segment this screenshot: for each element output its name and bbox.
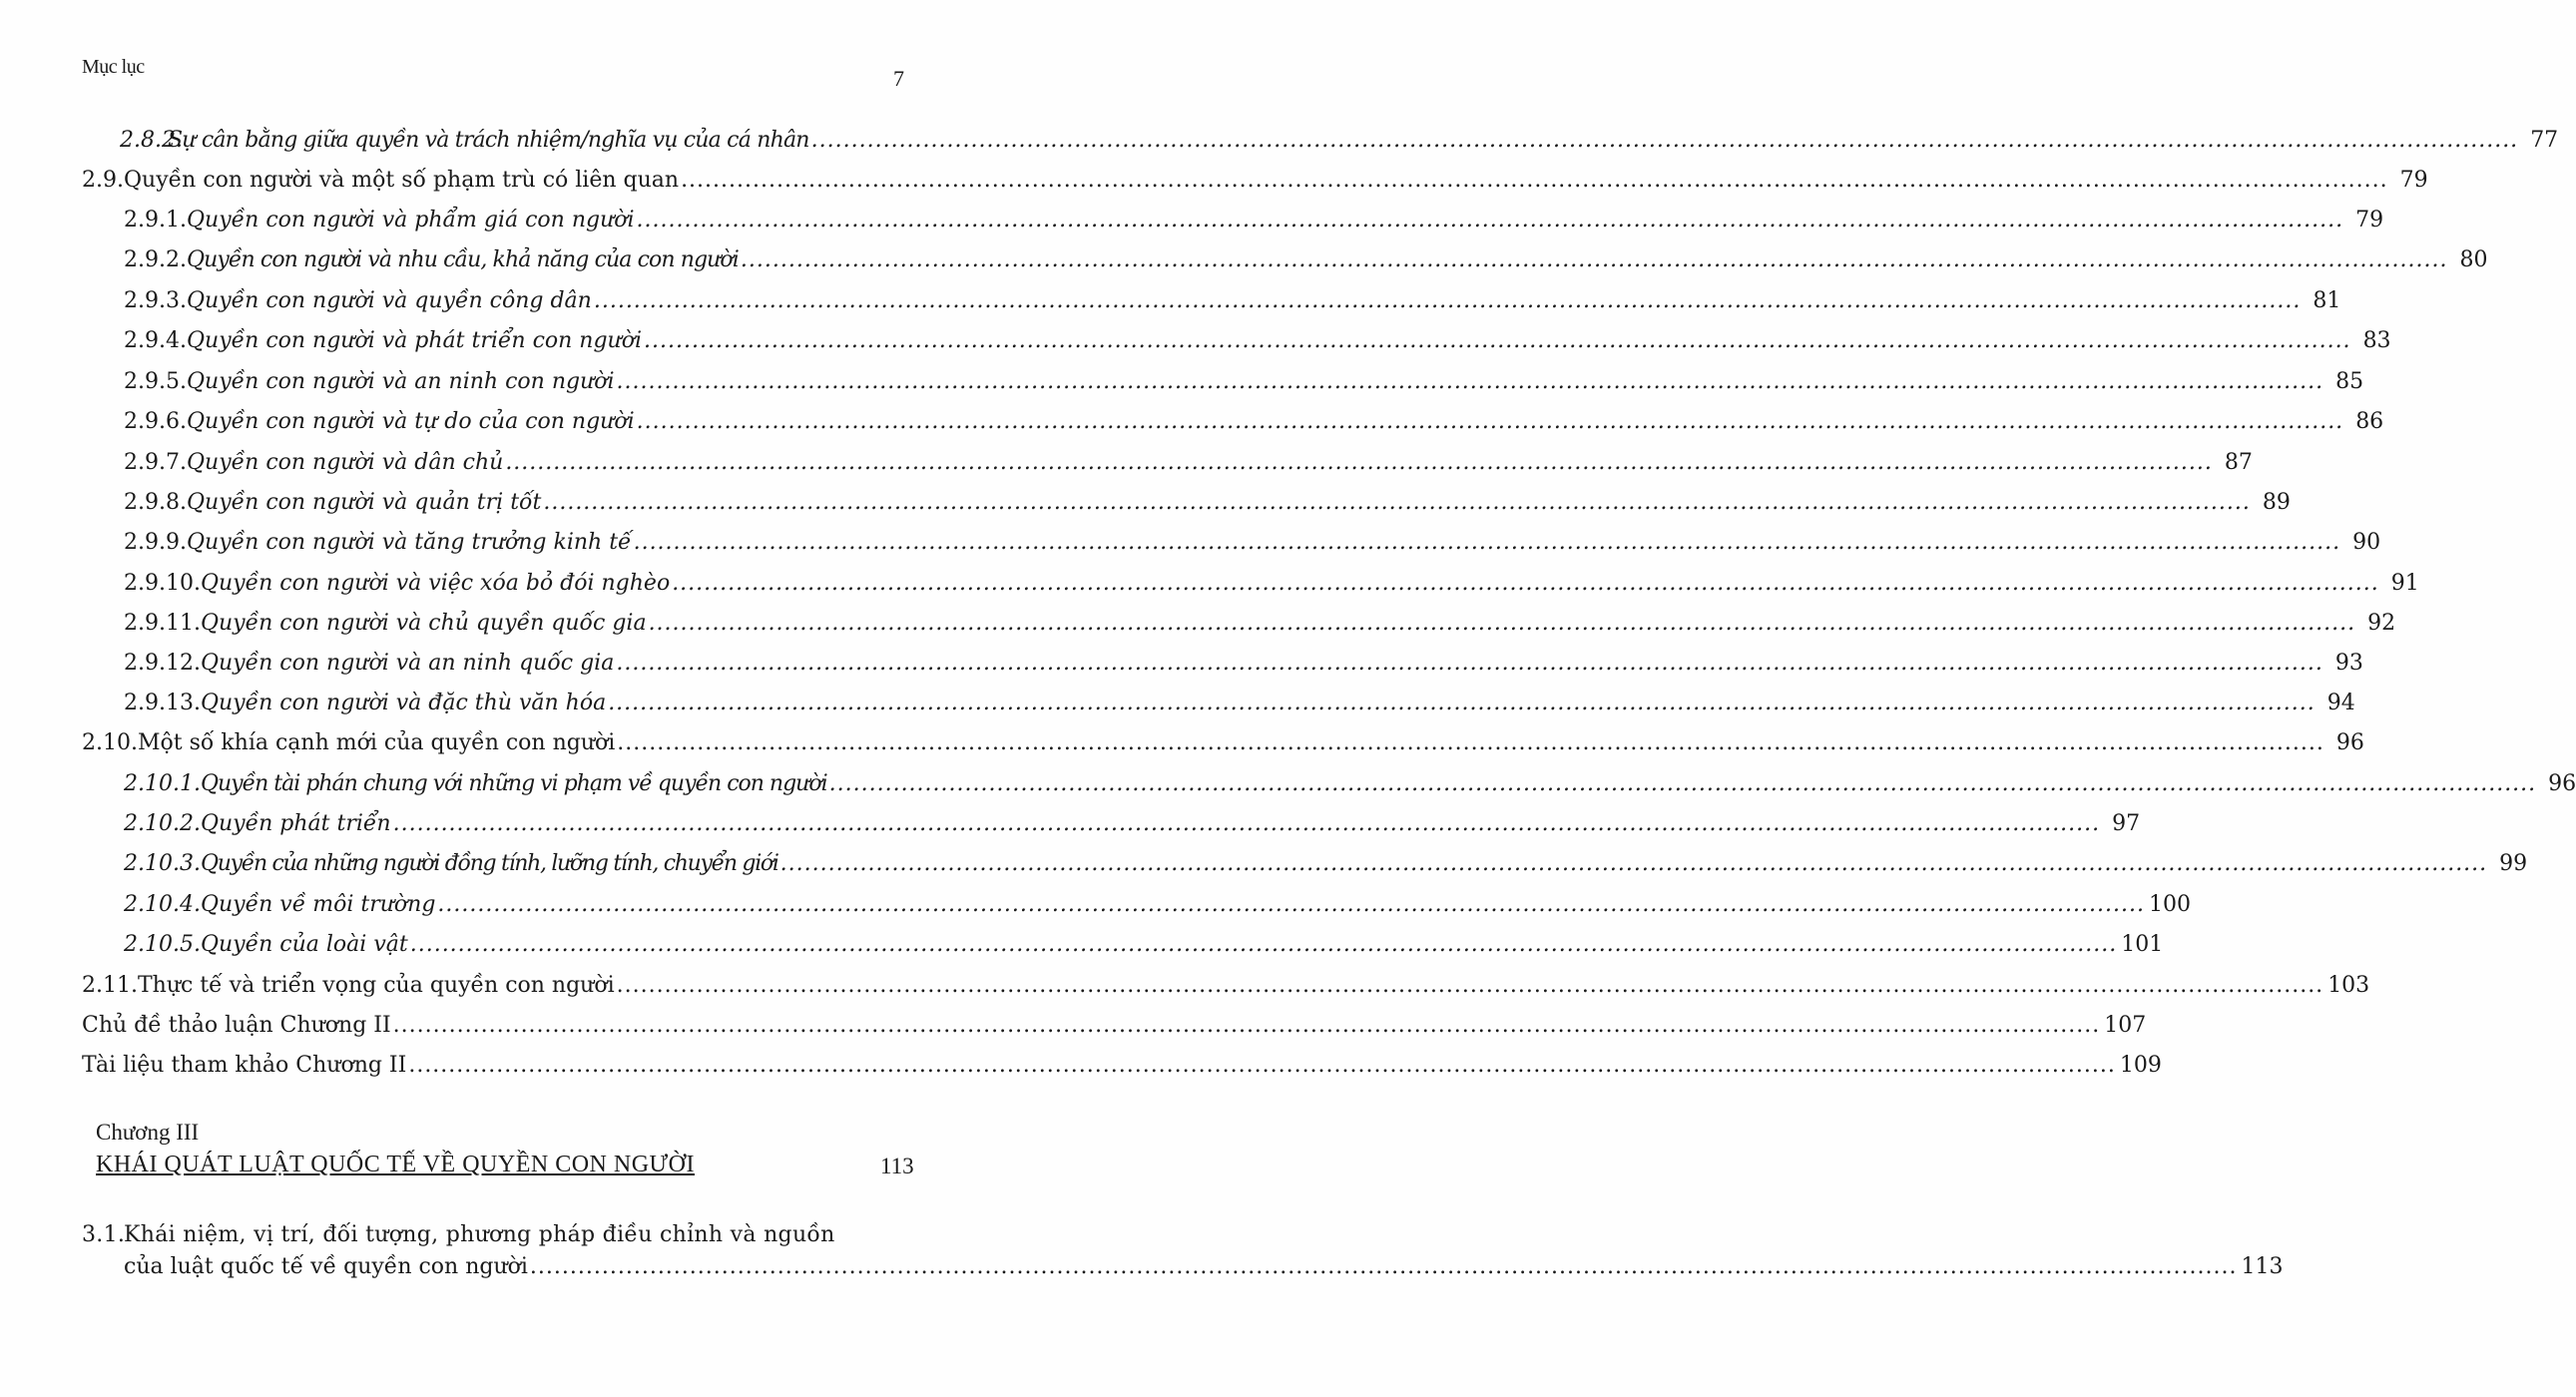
- toc-entry-title: Quyền con người và một số phạm trù có liên quan: [123, 168, 680, 193]
- toc-entry: [82, 1053, 2162, 1083]
- toc-entry-leader: [649, 611, 2356, 636]
- toc-entry-page: 100: [2148, 892, 2191, 917]
- toc-entry-leader: [681, 168, 2388, 193]
- toc-entry-number: 2.9.13.: [124, 691, 201, 715]
- toc-entry: [124, 450, 2253, 480]
- toc-entry-title-continued: của luật quốc tế về quyền con người: [124, 1254, 528, 1279]
- toc-entry: [82, 730, 2364, 760]
- toc-entry-leader: [780, 851, 2488, 876]
- toc-entry-number: 2.9.7.: [124, 450, 187, 475]
- toc-entry-page: 89: [2262, 490, 2291, 515]
- toc-entry-title: Quyền của loài vật: [200, 932, 408, 957]
- toc-entry-page: 81: [2313, 288, 2341, 313]
- toc-entry: [124, 247, 2488, 277]
- toc-entry-number: 2.9.: [82, 168, 124, 193]
- toc-entry-number: 2.10.5.: [124, 932, 201, 957]
- toc-entry-title: Một số khía cạnh mới của quyền con người: [137, 730, 616, 755]
- chapter-label: Chương III: [96, 1120, 200, 1145]
- toc-entry-title: Thực tế và triển vọng của quyền con người: [137, 973, 615, 998]
- toc-entry-leader: [637, 409, 2344, 434]
- toc-entry: [124, 892, 2191, 922]
- toc-entry-number: 2.9.11.: [124, 611, 201, 636]
- toc-entry-number: 2.9.10.: [124, 571, 201, 596]
- toc-entry-page: 79: [2399, 168, 2428, 193]
- toc-entry-number: 2.9.6.: [124, 409, 187, 434]
- toc-entry-leader: [608, 691, 2316, 715]
- toc-entry-page: 99: [2499, 851, 2528, 876]
- toc-entry: [124, 771, 2576, 801]
- toc-entry-page: 96: [2335, 730, 2364, 755]
- toc-entry-leader: [829, 771, 2537, 796]
- toc-entry-title: Quyền về môi trường: [200, 892, 436, 917]
- toc-entry-number: 2.10.3.: [124, 851, 201, 876]
- toc-entry-page: 80: [2459, 247, 2488, 272]
- toc-entry-page: 77: [2530, 128, 2559, 153]
- toc-entry: [82, 168, 2428, 198]
- running-title: Mục lục: [82, 56, 145, 78]
- toc-entry-title: Quyền phát triển: [200, 811, 391, 836]
- toc-entry-number: 2.9.2.: [124, 247, 187, 272]
- toc-entry-leader: [811, 128, 2519, 153]
- toc-entry-number: 2.10.: [82, 730, 138, 755]
- toc-entry: [124, 691, 2355, 720]
- toc-entry: [82, 1013, 2147, 1043]
- toc-entry-3-1-line1: [82, 1222, 918, 1252]
- toc-entry: [124, 369, 2364, 399]
- toc-entry-leader: [617, 369, 2324, 394]
- toc-entry-number: 2.11.: [82, 973, 138, 998]
- toc-entry-title: Quyền con người và đặc thù văn hóa: [200, 691, 607, 715]
- toc-entry: [124, 490, 2291, 520]
- toc-entry-page: 109: [2119, 1053, 2162, 1078]
- toc-entry-title: Quyền con người và quyền công dân: [186, 288, 592, 313]
- toc-entry-title: Quyền con người và chủ quyền quốc gia: [200, 611, 647, 636]
- toc-entry-page: 83: [2362, 328, 2391, 353]
- toc-entry-3-1-line2: [124, 1254, 2284, 1284]
- toc-entry-page: 101: [2121, 932, 2164, 957]
- toc-entry-number: 2.10.1.: [124, 771, 201, 796]
- toc-entry-number: 2.10.2.: [124, 811, 201, 836]
- toc-entry-title: Khái niệm, vị trí, đối tượng, phương pháp điều chỉnh và nguồn: [124, 1222, 835, 1247]
- toc-entry-page: 107: [2104, 1013, 2147, 1038]
- toc-entry-leader: [594, 288, 2302, 313]
- toc-entry-number: 2.9.8.: [124, 490, 187, 515]
- toc-entry: [124, 851, 2528, 881]
- toc-entry-page: 91: [2390, 571, 2419, 596]
- toc-entry-title: Quyền con người và tăng trưởng kinh tế: [186, 530, 632, 555]
- toc-entry-title: Quyền con người và tự do của con người: [186, 409, 635, 434]
- toc-entry: [124, 932, 2164, 962]
- toc-entry-leader: [505, 450, 2213, 475]
- toc-entry-title: Quyền con người và quản trị tốt: [186, 490, 542, 515]
- toc-entry-leader: [644, 328, 2351, 353]
- toc-entry: [82, 973, 2370, 1003]
- toc-entry-title: Quyền con người và phẩm giá con người: [186, 208, 635, 233]
- toc-entry-page: 93: [2334, 651, 2363, 676]
- toc-entry-number: 2.9.9.: [124, 530, 187, 555]
- toc-entry-title: Tài liệu tham khảo Chương II: [82, 1053, 407, 1078]
- toc-entry: [120, 128, 2559, 158]
- toc-entry-leader: [408, 1053, 2116, 1078]
- toc-entry-page: 94: [2326, 691, 2355, 715]
- toc-entry-title: Quyền con người và nhu cầu, khả năng của con người: [186, 247, 739, 272]
- toc-entry-page: 85: [2335, 369, 2364, 394]
- toc-entry-leader: [637, 208, 2344, 233]
- toc-entry-number: 2.10.4.: [124, 892, 201, 917]
- toc-entry-leader: [617, 973, 2324, 998]
- toc-entry-title: Chủ đề thảo luận Chương II: [82, 1013, 391, 1038]
- toc-entry-title: Quyền con người và phát triển con người: [186, 328, 643, 353]
- toc-entry-number: 2.9.5.: [124, 369, 187, 394]
- toc-entry-leader: [672, 571, 2379, 596]
- toc-entry-leader: [634, 530, 2341, 555]
- toc-entry-leader: [530, 1254, 2238, 1279]
- toc-entry: [124, 571, 2419, 601]
- toc-entry: [124, 611, 2396, 641]
- toc-entry-title: Quyền con người và việc xóa bỏ đói nghèo: [200, 571, 671, 596]
- toc-entry-leader: [393, 811, 2101, 836]
- toc-entry-page: 97: [2112, 811, 2141, 836]
- toc-entry: [124, 530, 2381, 560]
- toc-entry: [124, 811, 2141, 841]
- toc-entry-title: Quyền con người và dân chủ: [186, 450, 504, 475]
- chapter-page: 113: [880, 1154, 914, 1178]
- toc-entry-page: 90: [2352, 530, 2381, 555]
- toc-entry: [124, 651, 2363, 681]
- toc-entry-page: 113: [2241, 1254, 2284, 1279]
- toc-entry: [124, 288, 2341, 318]
- toc-entry-number: 2.9.1.: [124, 208, 187, 233]
- toc-entry-leader: [437, 892, 2145, 917]
- toc-entry-page: 103: [2327, 973, 2370, 998]
- toc-entry-leader: [617, 730, 2324, 755]
- toc-entry-title: Quyền của những người đồng tính, lưỡng tính, chuyển giới: [200, 851, 778, 876]
- toc-entry-leader: [410, 932, 2118, 957]
- toc-entry-number: 2.8.2.: [120, 128, 183, 153]
- toc-entry-leader: [616, 651, 2323, 676]
- toc-entry: [124, 328, 2391, 358]
- toc-entry-page: 96: [2548, 771, 2576, 796]
- toc-entry-number: 2.9.12.: [124, 651, 201, 676]
- toc-entry-title: Sự cân bằng giữa quyền và trách nhiệm/nghĩa vụ của cá nhân: [168, 128, 809, 153]
- toc-entry-leader: [543, 490, 2251, 515]
- toc-entry-leader: [741, 247, 2448, 272]
- toc-entry-page: 86: [2355, 409, 2384, 434]
- chapter-title: KHÁI QUÁT LUẬT QUỐC TẾ VỀ QUYỀN CON NGƯỜI: [96, 1152, 695, 1177]
- toc-entry-number: 2.9.4.: [124, 328, 187, 353]
- toc-entry: [124, 208, 2384, 237]
- toc-entry: [124, 409, 2384, 439]
- toc-entry-number: 2.9.3.: [124, 288, 187, 313]
- toc-entry-number: 3.1.: [82, 1222, 126, 1247]
- toc-entry-leader: [393, 1013, 2101, 1038]
- toc-entry-title: Quyền tài phán chung với những vi phạm về quyền con người: [200, 771, 827, 796]
- toc-entry-title: Quyền con người và an ninh con người: [186, 369, 615, 394]
- toc-entry-page: 87: [2224, 450, 2253, 475]
- toc-entry-page: 92: [2367, 611, 2396, 636]
- toc-entry-page: 79: [2355, 208, 2384, 233]
- toc-entry-title: Quyền con người và an ninh quốc gia: [200, 651, 615, 676]
- page-number: 7: [893, 66, 904, 91]
